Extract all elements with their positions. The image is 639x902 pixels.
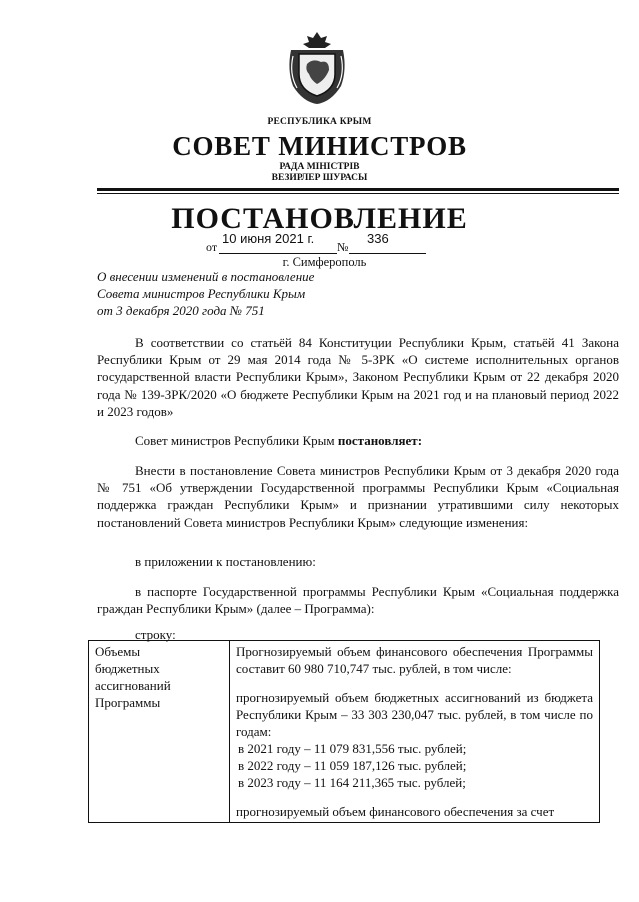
row-label: строку:: [135, 627, 176, 642]
subject-line: от 3 декабря 2020 года № 751: [97, 303, 265, 318]
number-value: 336: [367, 231, 389, 246]
council-title: СОВЕТ МИНИСТРОВ: [172, 131, 467, 161]
row-header-cell: [89, 641, 230, 823]
number-sign: №: [337, 240, 349, 254]
row-header-line: бюджетных: [95, 661, 160, 676]
header-rule-thick: [97, 188, 619, 191]
row-header-line: ассигнований: [95, 678, 171, 693]
row-value-cell: [230, 641, 600, 823]
republic-label: РЕСПУБЛИКА КРЫМ: [267, 117, 372, 127]
date-underline: [219, 253, 337, 254]
subject-line: О внесении изменений в постановление: [97, 269, 315, 284]
number-underline: [349, 253, 426, 254]
council-title-crimean-tatar: ВЕЗИРЛЕР ШУРАСЫ: [271, 173, 368, 183]
program-table: [88, 640, 600, 823]
year-funding-line: в 2023 году – 11 164 211,365 тыс. рублей;: [238, 775, 466, 790]
document-subject: [97, 268, 314, 319]
date-prefix: от: [206, 240, 218, 254]
date-value: 10 июня 2021 г.: [222, 231, 315, 246]
decree-prefix: Совет министров Республики Крым: [135, 433, 338, 448]
row-header-line: Программы: [95, 695, 161, 710]
total-funding-text: Прогнозируемый объем финансового обеспечения Программы составит 60 980 710,747 тыс. рублей, в том числе:: [236, 644, 593, 676]
table-row: [89, 641, 600, 823]
crimea-coat-of-arms: [285, 30, 349, 106]
row-header-line: Объемы: [95, 644, 141, 659]
city-label: г. Симферополь: [282, 255, 367, 269]
basis-paragraph: В соответствии со статьёй 84 Конституции Республики Крым, статьёй 41 Закона Республики Крым от 29 мая 2014 года № 5-ЗРК «О системе исполнительных органов государственной власти Республики Крым», Законом Республики Крым от 22 декабря 2020 года № 139-ЗРК/2020 «О бюджете Республики Крым на 2021 год и на плановый период 2022 и 2023 годов»: [97, 335, 619, 419]
year-funding-line: в 2021 году – 11 079 831,556 тыс. рублей;: [238, 741, 467, 756]
decree-paragraph: [97, 432, 619, 449]
budget-funding-text: прогнозируемый объем бюджетных ассигнований из бюджета Республики Крым – 33 303 230,047 тыс. рублей, в том числе по годам:: [236, 690, 593, 739]
document-title: ПОСТАНОВЛЕНИЕ: [171, 202, 468, 235]
passport-paragraph: в паспорте Государственной программы Республики Крым «Социальная поддержка граждан Республики Крым» (далее – Программа):: [97, 584, 619, 617]
subject-line: Совета министров Республики Крым: [97, 286, 306, 301]
appendix-paragraph: в приложении к постановлению:: [135, 554, 316, 569]
decree-verb: постановляет:: [337, 433, 423, 448]
other-funding-text: прогнозируемый объем финансового обеспечения за счет: [236, 804, 555, 819]
council-title-ukr: РАДА МІНІСТРІВ: [279, 162, 360, 172]
year-funding-line: в 2022 году – 11 059 187,126 тыс. рублей;: [238, 758, 467, 773]
header-rule-thin: [97, 193, 619, 194]
amendment-paragraph: Внести в постановление Совета министров Республики Крым от 3 декабря 2020 года № 751 «Об утверждении Государственной программы Республики Крым «Социальная поддержка граждан Республики Крым» и признании утратившими силу некоторых постановлений Совета министров Республики Крым» следующие изменения:: [97, 463, 619, 530]
